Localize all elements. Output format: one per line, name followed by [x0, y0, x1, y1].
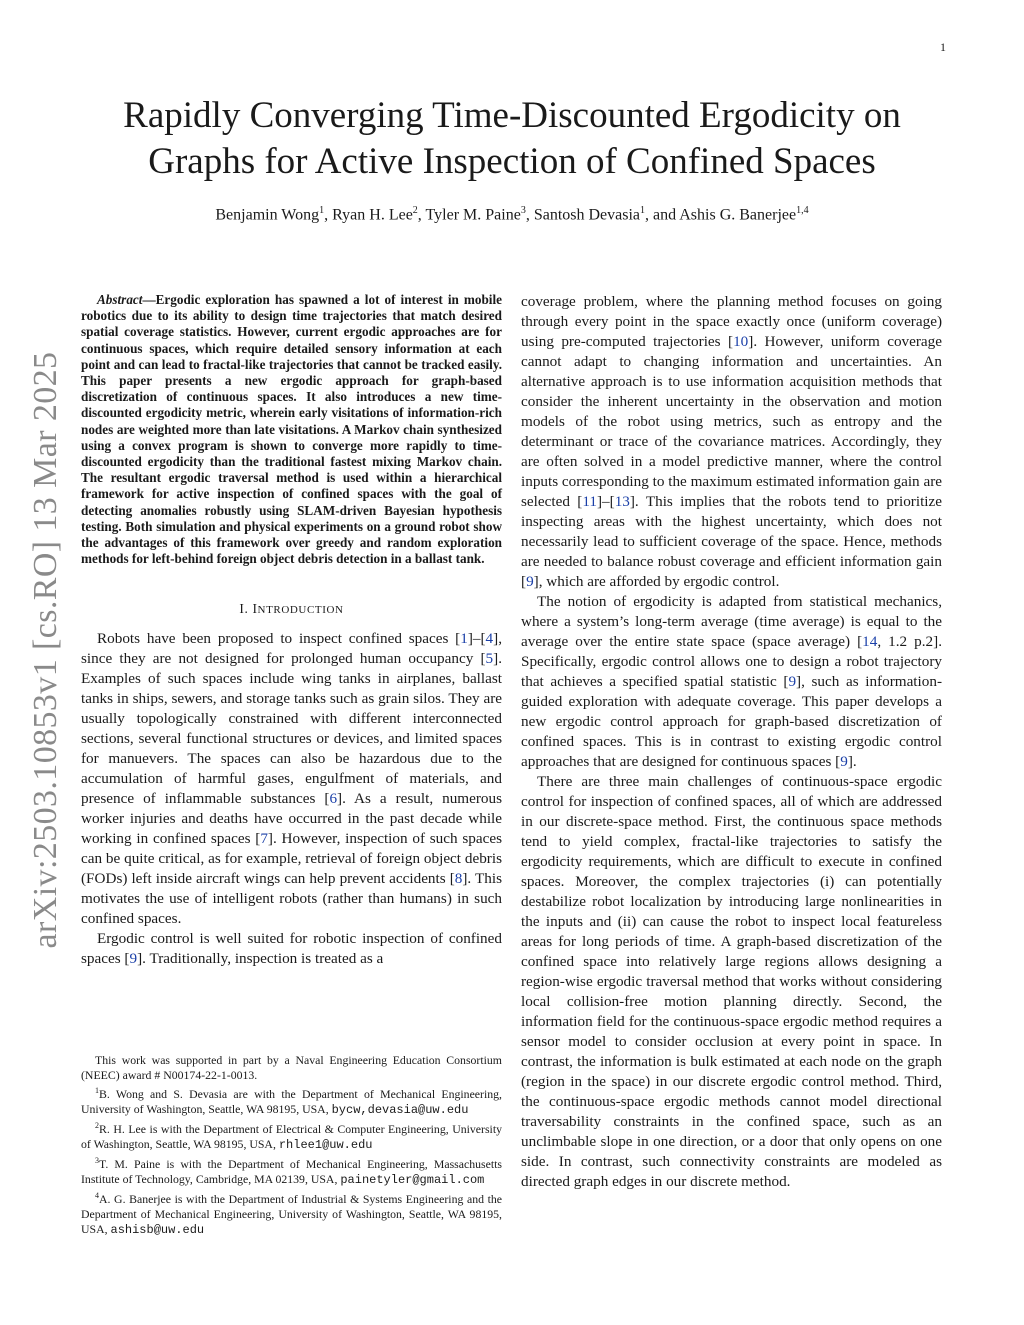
citation-link[interactable]: 4 [485, 630, 494, 648]
citation-link[interactable]: 11 [582, 493, 597, 510]
footnote-text: T. M. Paine is with the Department of Mechanical Engineering, Massachusetts Institute of Technology, Cambridge, MA 02139, USA, [81, 1156, 502, 1186]
body-paragraph [521, 292, 942, 592]
abstract-text: Ergodic exploration has spawned a lot of interest in mobile robotics due to its ability to design time trajectories that match desired spatial coverage statistics. However, current ergodic approaches are for continuous spaces, which require detailed sensory information at each point and can lead to fractal-like trajectories that cannot be tracked easily. This paper presents a new ergodic approach for graph-based discretization of continuous spaces. It also introduces a new time-discounted ergodicity metric, wherein early visitations of information-rich nodes are weighted more than late visitations. A Markov chain synthesized using a convex program is shown to converge more rapidly to time-discounted ergodicity than the traditional fastest mixing Markov chain. The resultant ergodic traversal method is used within a hierarchical framework for active inspection of confined spaces with the goal of detecting anomalies robustly using SLAM-driven Bayesian hypothesis testing. Both simulation and physical experiments on a ground robot show the advantages of this framework over greedy and random exploration methods for left-behind foreign object debris detection in a ballast tank. [81, 292, 502, 567]
paragraph-text: ]. This implies that the robots tend to prioritize inspecting areas with the highest uncertainty, which does not necessarily lead to sufficient coverage of the space. Hence, methods are needed to balance robust coverage and efficient information gain [ [521, 493, 943, 590]
author-affiliation: 1 [319, 205, 325, 216]
citation-link[interactable]: 9 [788, 673, 797, 690]
email-address: rhlee1@uw.edu [278, 1137, 373, 1152]
citation-link[interactable]: 5 [485, 650, 494, 668]
citation-link[interactable]: 7 [260, 830, 268, 848]
author-name: Ryan H. Lee [332, 206, 413, 224]
arxiv-identifier: arXiv:2503.10853v1 [cs.RO] 13 Mar 2025 [27, 351, 64, 949]
paragraph-text: ]–[ [467, 630, 486, 648]
paragraph-text: ], since they are not designed for prolonged human occupancy [ [81, 630, 502, 668]
abstract-label: Abstract [97, 292, 143, 307]
paragraph-text: ]. Examples of such spaces include wing tanks in airplanes, ballast tanks in ships, sewers, and storage tanks such as grain silos. They are usually topologically constrained with different interconnected sections, several functional structures or devices, and limited spaces for manuevers. The spaces can also be hazardous due to the accumulation of harmful gases, engulfment of materials, and presence of inflammable substances [ [81, 650, 502, 808]
paragraph-text: ], which are afforded by ergodic control. [533, 573, 780, 590]
footnote-text: B. Wong and S. Devasia are with the Department of Mechanical Engineering, University of Washington, Seattle, WA 98195, USA, [81, 1086, 502, 1116]
title-line-1: Rapidly Converging Time-Discounted Ergodicity on [123, 95, 901, 136]
paragraph-text: There are three main challenges of continuous-space ergodic control for inspection of confined spaces, all of which are addressed in our discrete-space method. First, the continuous space methods tend to yield complex, fractal-like trajectories to satisfy the ergodicity requirements, which are difficult to execute in confined spaces. Moreover, the complex trajectories (i) can potentially destabilize robot localization by introducing large nonlinearities in the inputs and (ii) can cause the robot to inspect local featureless areas for long periods of time. A graph-based discretization of the confined space into relatively large regions allows designing a region-wise ergodic traversal method that works without considering local collision-free motion planning directly. Second, the information field for the continuous-space ergodic method requires a sensor model to consider occlusion at every point in space. In contrast, the information is bulk estimated at each node on the graph (region in the space) in our discrete ergodic control method. Third, the continuous-space ergodic methods cannot model directional traversability constraints in the confined space, such as an unclimbable slope in one direction, or a door that only opens on one side. In contrast, such connectivity constraints are modeled as directed graph edges in our discrete method. [521, 773, 942, 1190]
email-address: bycw,devasia@uw.edu [331, 1102, 469, 1117]
footnote-text: R. H. Lee is with the Department of Electrical & Computer Engineering, University of Washington, Seattle, WA 98195, USA, [81, 1121, 502, 1151]
author-separator: , [525, 206, 534, 224]
body-paragraph [81, 929, 502, 969]
title-line-2: Graphs for Active Inspection of Confined Spaces [148, 141, 876, 182]
citation-link[interactable]: 1 [460, 630, 468, 648]
abstract-dash: — [142, 292, 156, 307]
author-affiliation: 1 [640, 205, 646, 216]
footnotes [81, 1053, 502, 1238]
footnote [81, 1188, 502, 1238]
body-paragraph [81, 629, 502, 929]
paragraph-text: ]. However, uniform coverage cannot adapt to changing information and uncertainties. An alternative approach is to use information acquisition methods that consider the inherent uncertainty in the observation and motion models of the robot using metrics, such as entropy and the determinant or trace of the covariance matrices. Accordingly, they are often solved in a model predictive manner, where the control inputs corresponding to the maximum estimated information gain are selected [ [521, 333, 942, 510]
paragraph-text: ]. As a result, numerous worker injuries and deaths have occurred in the past decade while working in confined spaces [ [81, 790, 502, 848]
citation-link[interactable]: 9 [840, 753, 848, 770]
paragraph-text: ]–[ [596, 493, 615, 510]
author-name: Ashis G. Banerjee [679, 206, 797, 224]
paragraph-text: ]. This motivates the use of intelligent robots (rather than humans) in such confined spaces. [81, 870, 502, 928]
left-column [81, 292, 502, 969]
citation-link[interactable]: 8 [454, 870, 463, 888]
author-name: Benjamin Wong [215, 206, 320, 224]
footnote-marker: 1 [95, 1086, 99, 1095]
author-name: Santosh Devasia [533, 206, 641, 224]
section-heading-introduction [81, 601, 502, 617]
body-paragraph [521, 772, 942, 1192]
section-title-initial: I [252, 601, 258, 617]
citation-link[interactable]: 10 [733, 333, 749, 350]
email-address: painetyler@gmail.com [340, 1172, 485, 1187]
author-name: Tyler M. Paine [425, 206, 521, 224]
citation-link[interactable]: 9 [526, 573, 534, 590]
paragraph-text: Ergodic control is well suited for robotic inspection of confined spaces [ [81, 930, 502, 968]
abstract [81, 292, 502, 567]
footnote [81, 1053, 502, 1083]
author-separator: , [324, 206, 333, 224]
paragraph-text: Robots have been proposed to inspect confined spaces [ [97, 630, 461, 648]
author-affiliation: 2 [412, 205, 418, 216]
section-title-rest: NTRODUCTION [257, 604, 344, 617]
author-separator: , [417, 206, 426, 224]
email-address: ashisb@uw.edu [110, 1222, 205, 1237]
author-separator: , and [645, 206, 680, 224]
paragraph-text: ]. Traditionally, inspection is treated as a [137, 950, 384, 968]
author-affiliation: 3 [520, 205, 526, 216]
paragraph-text: ]. [847, 753, 857, 770]
citation-link[interactable]: 6 [329, 790, 338, 808]
body-paragraph [521, 592, 942, 772]
citation-link[interactable]: 14 [862, 633, 878, 650]
footnote-marker: 4 [95, 1190, 99, 1200]
footnote [81, 1153, 502, 1188]
right-column [521, 292, 942, 1192]
footnote-marker: 3 [95, 1155, 99, 1165]
author-list [70, 205, 954, 224]
paper-title [70, 93, 954, 185]
footnote [81, 1118, 502, 1153]
paragraph-text: The notion of ergodicity is adapted from statistical mechanics, where a system’s long-term average (time average) is equal to the average over the entire state space (space average) [ [521, 593, 942, 650]
footnote-text: This work was supported in part by a Naval Engineering Education Consortium (NEEC) award # N00174-22-1-0013. [81, 1053, 502, 1082]
footnote-text: A. G. Banerjee is with the Department of Industrial & Systems Engineering and the Department of Mechanical Engineering, University of Washington, Seattle, WA 98195, USA, [81, 1191, 502, 1236]
paragraph-text: ], such as information-guided exploration with adequate coverage. This paper develops a new ergodic control approach for graph-based discretization of confined spaces. This is in contrast to existing ergodic control approaches that are designed for continuous spaces [ [521, 673, 942, 770]
citation-link[interactable]: 13 [614, 493, 630, 510]
paragraph-text: ]. However, inspection of such spaces can be quite critical, as for example, retrieval of foreign object debris (FODs) left inside aircraft wings can help prevent accidents [ [81, 830, 503, 888]
citation-link[interactable]: 9 [129, 950, 138, 968]
footnote-marker: 2 [95, 1120, 99, 1130]
section-numeral: I. [239, 601, 253, 617]
paragraph-text: , 1.2 p.2]. Specifically, ergodic control allows one to design a robot trajectory that achieves a specified spatial statistic [ [521, 633, 942, 690]
page-number: 1 [940, 40, 946, 54]
footnote [81, 1083, 502, 1118]
author-affiliation: 1,4 [796, 205, 809, 216]
left-body [81, 629, 502, 969]
paragraph-text: coverage problem, where the planning method focuses on going through every point in the space exactly once (uniform coverage) using pre-computed trajectories [ [521, 293, 942, 350]
